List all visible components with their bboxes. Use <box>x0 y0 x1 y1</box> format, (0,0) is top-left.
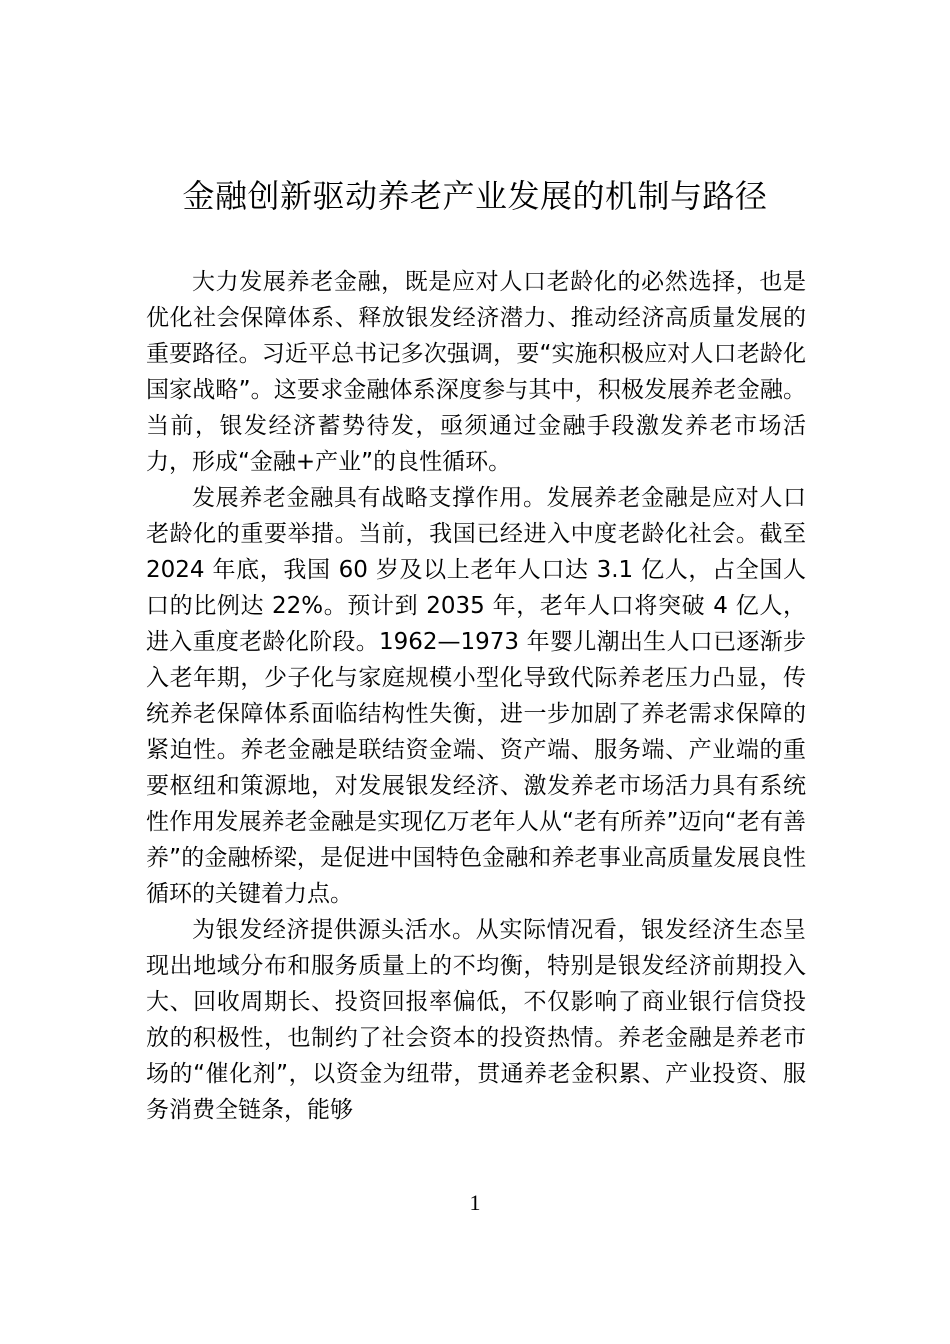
page-number: 1 <box>469 1190 481 1215</box>
document-title: 金融创新驱动养老产业发展的机制与路径 <box>182 177 768 215</box>
document-body <box>146 264 806 1128</box>
paragraph-strategic-role: 发展养老金融具有战略支撑作用。发展养老金融是应对人口老龄化的重要举措。当前，我国已经进入中度老龄化社会。截至 2024 年底，我国 60 岁及以上老年人口达 3.1 亿人，占全国人口的比例达 22%。预计到 2035 年，老年人口将突破 4 亿人，进入重度老龄化阶段。1962—1973 年婴儿潮出生人口已逐渐步入老年期，少子化与家庭规模小型化导致代际养老压力凸显，传统养老保障体系面临结构性失衡，进一步加剧了养老需求保障的紧迫性。养老金融是联结资金端、资产端、服务端、产业端的重要枢纽和策源地，对发展银发经济、激发养老市场活力具有系统性作用发展养老金融是实现亿万老年人从“老有所养”迈向“老有善养”的金融桥梁，是促进中国特色金融和养老事业高质量发展良性循环的关键着力点。 <box>146 485 806 907</box>
paragraph-silver-economy: 为银发经济提供源头活水。从实际情况看，银发经济生态呈现出地域分布和服务质量上的不均衡，特别是银发经济前期投入大、回收周期长、投资回报率偏低，不仅影响了商业银行信贷投放的积极性，也制约了社会资本的投资热情。养老金融是养老市场的“催化剂”，以资金为纽带，贯通养老金积累、产业投资、服务消费全链条，能够 <box>146 917 806 1123</box>
paragraph-intro: 大力发展养老金融，既是应对人口老龄化的必然选择，也是优化社会保障体系、释放银发经济潜力、推动经济高质量发展的重要路径。习近平总书记多次强调，要“实施积极应对人口老龄化国家战略”。这要求金融体系深度参与其中，积极发展养老金融。当前，银发经济蓄势待发，亟须通过金融手段激发养老市场活力，形成“金融+产业”的良性循环。 <box>146 269 806 475</box>
